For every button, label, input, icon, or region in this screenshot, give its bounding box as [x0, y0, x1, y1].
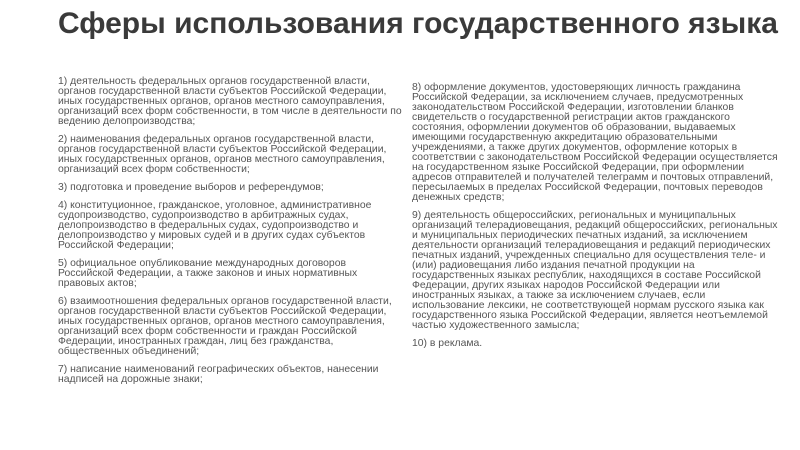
- list-item: 7) написание наименований географических объектов, нанесении надписей на дорожные знаки;: [58, 364, 379, 385]
- right-column: [412, 83, 778, 357]
- slide-title: Сферы использования государственного языка: [58, 7, 778, 40]
- list-item: 9) деятельность общероссийских, региональных и муниципальных организаций телерадиовещания, редакций общероссийских, региональных и муниципальных периодических печатных изданий, за исключением деятельности организаций телерадиовещания и редакций периодических печатных изданий, учрежденных специально для осуществления теле- и (или) радиовещания либо издания печатной продукции на государственных языках республик, находящихся в составе Российской Федерации, других языках народов Российской Федерации или иностранных языках, а также за исключением случаев, если использование лексики, не соответствующей нормам русского языка как государственного языка Российской Федерации, является неотъемлемой частью художественного замысла;: [412, 210, 778, 331]
- list-item: 3) подготовка и проведение выборов и референдумов;: [58, 182, 324, 193]
- left-column: [58, 77, 403, 393]
- list-item: 8) оформление документов, удостоверяющих личность гражданина Российской Федерации, за исключением случаев, предусмотренных законодательством Российской Федерации, изготовлении бланков свидетельств о государственной регистрации актов гражданского состояния, оформлении документов об образовании, выдаваемых имеющими государственную аккредитацию образовательными учреждениями, а также других документов, оформление которых в соответствии с законодательством Российской Федерации осуществляется на государственном языке Российской Федерации, при оформлении адресов отправителей и получателей телеграмм и почтовых отправлений, пересылаемых в пределах Российской Федерации, почтовых переводов денежных средств;: [412, 82, 778, 203]
- list-item: 1) деятельность федеральных органов государственной власти, органов государственной власти субъектов Российской Федерации, иных государственных органов, органов местного самоуправления, организаций всех форм собственности, в том числе в деятельности по ведению делопроизводства;: [58, 76, 402, 127]
- list-item: 6) взаимоотношения федеральных органов государственной власти, органов государственной власти субъектов Российской Федерации, иных государственных органов, органов местного самоуправления, организаций всех форм собственности и граждан Российской Федерации, иностранных граждан, лиц без гражданства, общественных объединений;: [58, 296, 392, 357]
- list-item: 4) конституционное, гражданское, уголовное, административное судопроизводство, судопроизводство в арбитражных судах, делопроизводство в федеральных судах, судопроизводство и делопроизводство у мировых судей и в других судах субъектов Российской Федерации;: [58, 200, 372, 251]
- list-item: 10) в реклама.: [412, 338, 483, 349]
- list-item: 2) наименования федеральных органов государственной власти, органов государственной власти субъектов Российской Федерации, иных государственных органов, органов местного самоуправления, организаций всех форм собственности;: [58, 134, 387, 175]
- list-item: 5) официальное опубликование международных договоров Российской Федерации, а также законов и иных нормативных правовых актов;: [58, 258, 358, 289]
